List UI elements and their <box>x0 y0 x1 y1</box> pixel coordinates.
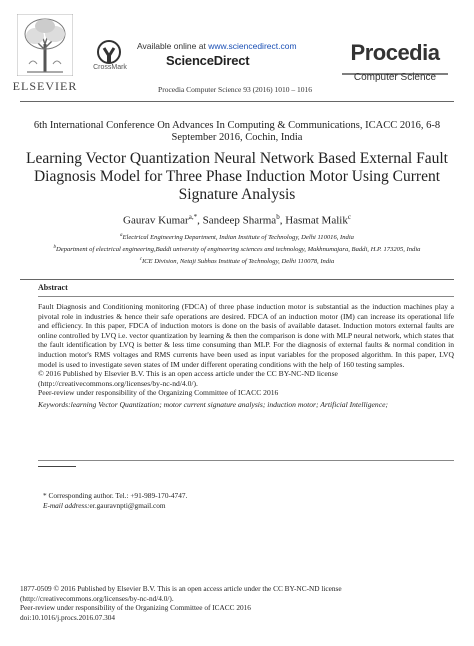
procedia-subtitle: Computer Science <box>353 72 437 83</box>
elsevier-logo <box>10 14 80 106</box>
paper-title: Learning Vector Quantization Neural Network Based External Fault Diagnosis Model for Three Phase Induction Motor Using Current Signature Analysis <box>26 150 448 203</box>
abstract-license-link[interactable]: (http://creativecommons.org/licenses/by-nc-nd/4.0/). <box>38 378 198 388</box>
author-sup: b <box>276 213 280 221</box>
abstract-body <box>38 302 454 410</box>
abstract-heading: Abstract <box>38 283 68 292</box>
author-name: Sandeep Sharma <box>202 214 277 227</box>
author-sup: a,* <box>188 213 198 221</box>
crossmark-icon[interactable] <box>91 38 127 78</box>
conference-info: 6th International Conference On Advances In Computing & Communications, ICACC 2016, 6-8 September 2016, Cochin, India <box>33 120 441 143</box>
author-list: Gaurav Kumar$^{a,*}$, Sandeep Sharma$^b$, Hasmat Malik$^c$ <box>123 213 351 227</box>
abstract-top-rule <box>20 279 454 280</box>
author-sup: c <box>347 213 351 221</box>
header-divider <box>20 101 454 102</box>
author-name: Gaurav Kumar <box>123 214 189 227</box>
issn-line: 1877-0509 © 2016 Published by Elsevier B.V. This is an open access article under the CC BY-NC-ND license <box>20 584 342 593</box>
abstract-copyright: © 2016 Published by Elsevier B.V. This is an open access article under the CC BY-NC-ND license <box>38 369 338 379</box>
elsevier-wordmark: ELSEVIER <box>12 79 78 93</box>
author-name: Hasmat Malik <box>285 214 348 227</box>
email-label: E-mail address: <box>43 500 90 510</box>
sciencedirect-link[interactable]: www.sciencedirect.com <box>208 41 297 51</box>
abstract-heading-rule <box>38 296 454 297</box>
email-line <box>43 501 187 511</box>
license-link[interactable]: (http://creativecommons.org/licenses/by-nc-nd/4.0/). <box>20 593 174 603</box>
email-address[interactable]: er.gauravnpti@gmail.com <box>89 500 166 510</box>
abstract-peer-review: Peer-review under responsibility of the Organizing Committee of ICACC 2016 <box>38 388 279 398</box>
footnote <box>43 491 187 510</box>
affiliation: $^c$ICE Division, Netaji Subhas Institute of Technology, Delhi 110078, India <box>139 257 335 266</box>
abstract-bottom-rule <box>38 460 454 461</box>
doi-line[interactable]: doi:10.1016/j.procs.2016.07.304 <box>20 612 116 622</box>
footnote-rule <box>38 466 76 467</box>
peer-review-line: Peer-review under responsibility of the Organizing Committee of ICACC 2016 <box>20 603 251 613</box>
available-online <box>137 41 297 51</box>
sciencedirect-logo: ScienceDirect <box>166 53 250 68</box>
journal-reference: Procedia Computer Science 93 (2016) 1010 – 1016 <box>158 85 312 94</box>
affiliation: $^a$Electrical Engineering Department, Indian Institute of Technology, Delhi 110016, India <box>120 233 354 242</box>
keywords: Keywords:learning Vector Quantization; motor current signature analysis; induction motor; Artificial Intelligence; <box>38 399 388 409</box>
available-prefix: Available online at <box>137 41 209 51</box>
bottom-info <box>20 584 454 622</box>
elsevier-tree-icon <box>17 14 73 76</box>
crossmark-label: CrossMark <box>93 64 127 71</box>
abstract-text: Fault Diagnosis and Conditioning monitoring (FDCA) of three phase induction motor is substantial as the induction machines play a pivotal role in industries & hence their safe operations are desired. FDCA of an induction motor (IM) can increase its operational life and efficiency. In this paper, FDCA of induction motors is done on the basis of available dataset. Induction motors external faults are online controlled by LVQ i.e. vector quantization by learning & then the comparison is done with MLP neural network, which states that the fault identification by LVQ is better & less time consuming than MLP. For the diagnosis of external faults & normal condition in induction motor's RMS voltages and RMS currents have been used as input variables for the proposed algorithm. In this paper, LVQ model is used to investigate seven states of IM under different operating conditions with the help of 160 testing samples. <box>38 302 454 369</box>
affiliations <box>20 231 454 268</box>
procedia-logo: Procedia <box>350 40 440 65</box>
affiliation: $^b$Department of electrical engineering,Baddi university of engineering sciences and technology, Makhnumajara, Baddi, H.P. 173205, India <box>53 245 421 254</box>
corresponding-author: * Corresponding author. Tel.: +91-989-170-4747. <box>43 491 188 500</box>
